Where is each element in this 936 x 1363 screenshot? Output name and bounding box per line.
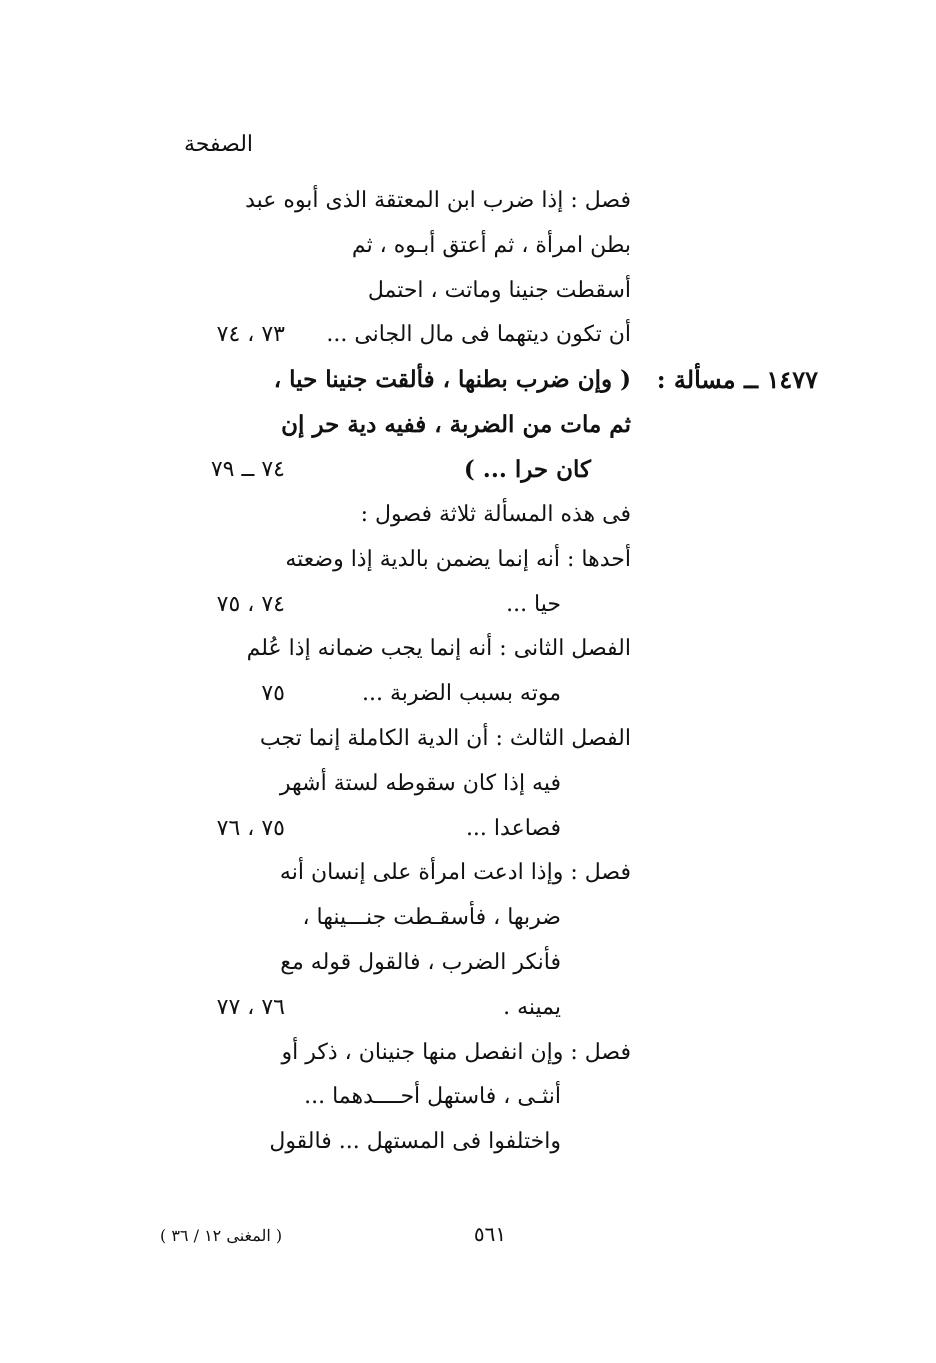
footer-signature: ( المغنى ١٢ / ٣٦ )	[160, 1226, 283, 1245]
index-line: فصل : وإن انفصل منها جنينان ، ذكر أو	[281, 1040, 631, 1065]
masala-text-line: ( وإن ضرب بطنها ، فألقت جنينا حيا ،	[273, 366, 631, 393]
masala-number: ١٤٧٧ ــ مسألة :	[656, 365, 818, 394]
index-line: فصل : وإذا ادعت امرأة على إنسان أنه	[279, 860, 631, 885]
index-line: فيه إذا كان سقوطه لستة أشهر	[279, 771, 561, 796]
index-line: بطن امرأة ، ثم أعتق أبـوه ، ثم	[351, 233, 631, 258]
page-number: ٥٦١	[473, 1222, 507, 1246]
index-line: أنثـى ، فاستهل أحــــدهما ...	[304, 1084, 561, 1109]
index-line: الفصل الثالث : أن الدية الكاملة إنما تجب	[259, 726, 631, 751]
index-line: أسقطت جنينا وماتت ، احتمل	[367, 278, 631, 303]
page-reference: ٧٦ ، ٧٧	[216, 995, 285, 1020]
masala-text-line: كان حرا ... )	[463, 456, 591, 483]
index-line: فأنكر الضرب ، فالقول قوله مع	[280, 950, 561, 975]
page-reference: ٧٥ ، ٧٦	[216, 816, 285, 841]
index-line: واختلفوا فى المستهل ... فالقول	[269, 1129, 561, 1154]
index-line: ضربها ، فأسقـطت جنـــينها ،	[302, 905, 561, 930]
index-line: فصاعدا ...	[465, 816, 561, 841]
index-line: موته بسبب الضربة ...	[362, 681, 561, 706]
page-reference: ٧٣ ، ٧٤	[216, 322, 285, 347]
index-line: يمينه .	[503, 995, 561, 1020]
page-reference: ٧٤ ــ ٧٩	[210, 457, 285, 482]
page-reference: ٧٥	[261, 681, 285, 706]
index-line: فصل : إذا ضرب ابن المعتقة الذى أبوه عبد	[245, 188, 631, 213]
index-line: أحدها : أنه إنما يضمن بالدية إذا وضعته	[285, 547, 631, 572]
masala-text-line: ثم مات من الضربة ، ففيه دية حر إن	[281, 411, 631, 438]
page-reference: ٧٤ ، ٧٥	[216, 592, 285, 617]
index-line: الفصل الثانى : أنه إنما يجب ضمانه إذا عُلم	[246, 636, 631, 661]
index-line: حيا ...	[506, 592, 561, 617]
index-line: فى هذه المسألة ثلاثة فصول :	[360, 502, 631, 527]
index-line: أن تكون ديتهما فى مال الجانى ...	[326, 322, 631, 347]
page-column-header: الصفحة	[184, 132, 254, 157]
